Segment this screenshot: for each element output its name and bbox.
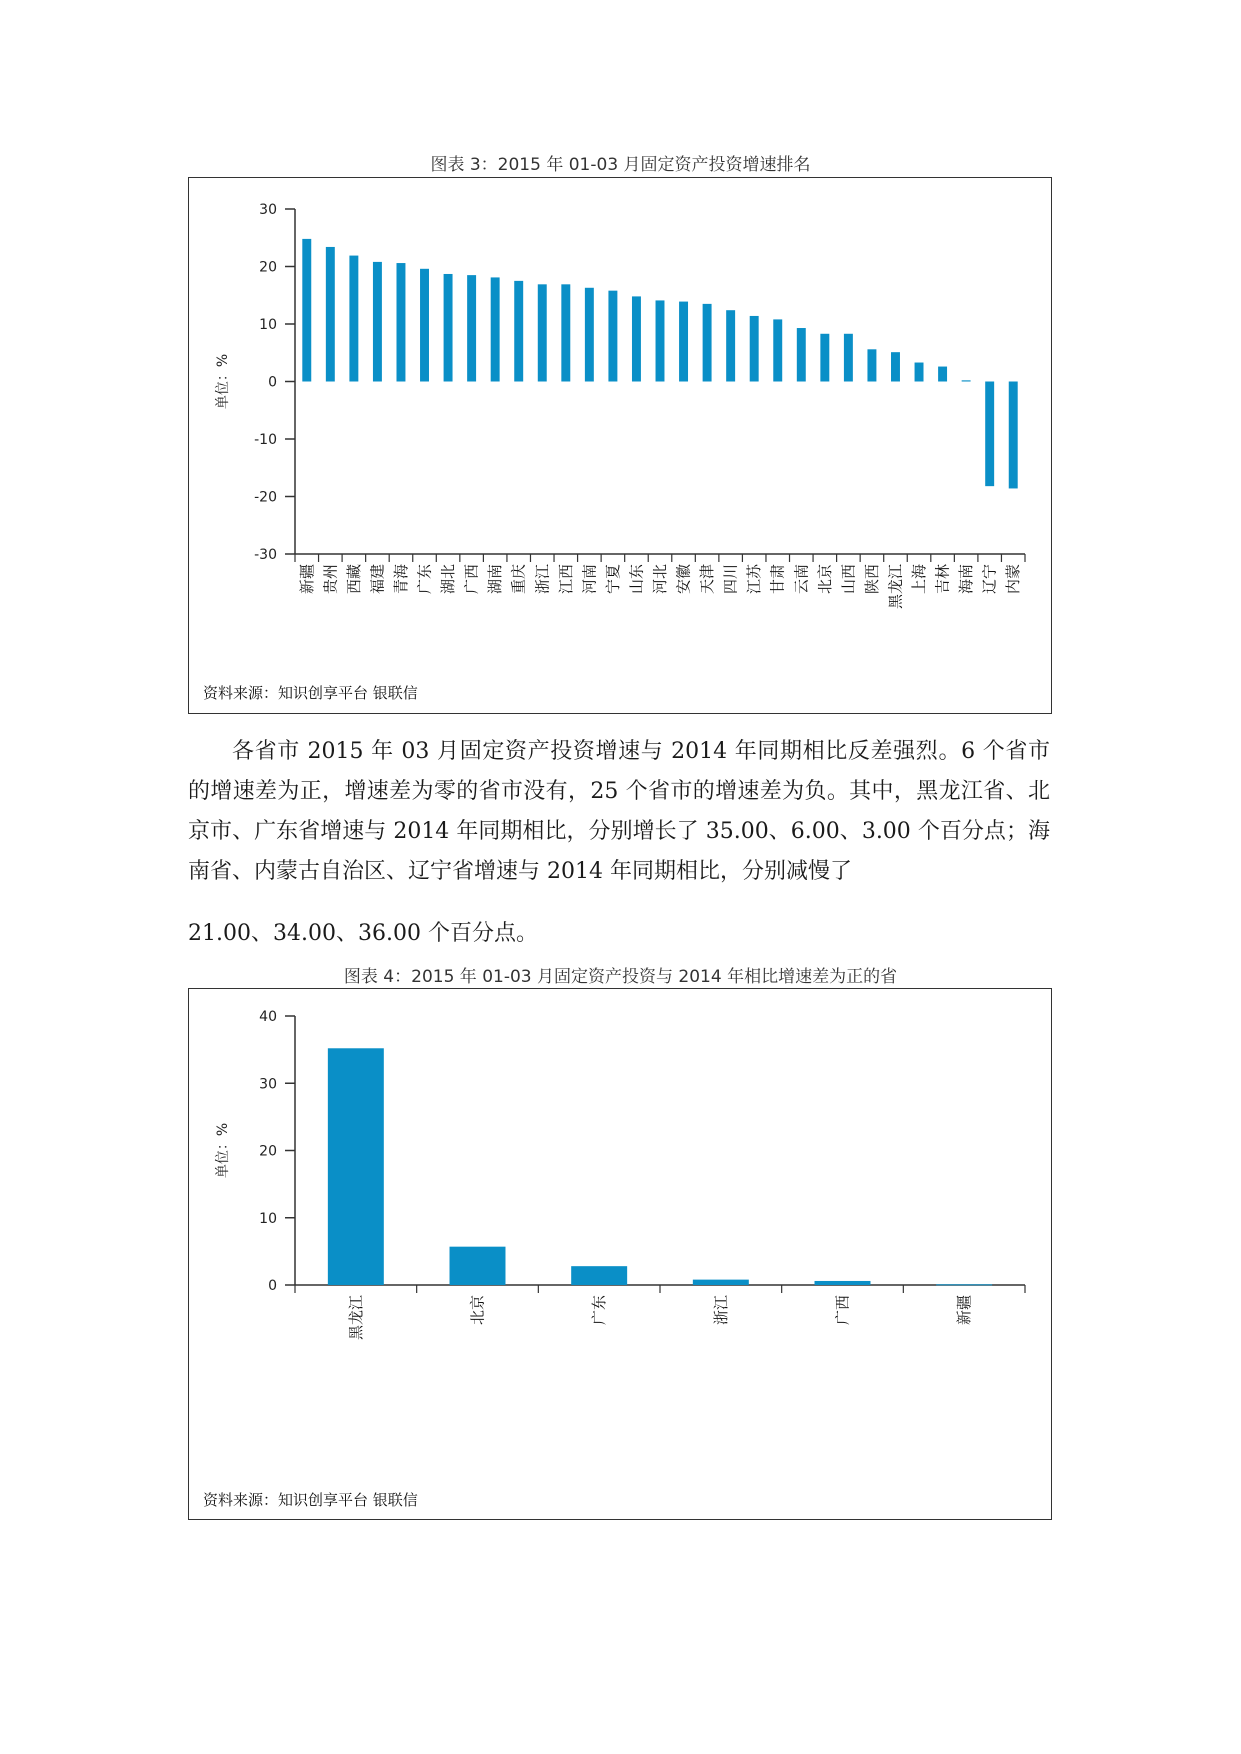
bar	[1009, 382, 1018, 489]
category-label: 安徽	[674, 564, 693, 595]
category-label: 甘肃	[768, 564, 787, 595]
y-tick-label: 10	[259, 1210, 277, 1227]
y-tick-label: 30	[259, 1076, 277, 1093]
category-label: 山东	[627, 564, 646, 595]
chart2-frame	[188, 988, 1052, 1520]
y-tick-label: -30	[254, 547, 277, 563]
category-label: 黑龙江	[346, 1295, 365, 1341]
chart1-frame	[188, 177, 1052, 714]
category-label: 上海	[910, 564, 929, 595]
category-label: 湖南	[486, 564, 505, 595]
bar	[815, 1281, 871, 1285]
chart1-svg	[189, 178, 1051, 713]
bar	[571, 1266, 627, 1285]
y-tick-label: -10	[254, 432, 277, 448]
bar	[679, 302, 688, 382]
bar	[608, 291, 617, 382]
analysis-paragraph	[188, 732, 1050, 892]
chart1-caption: 图表 3：2015 年 01-03 月固定资产投资增速排名	[430, 155, 811, 175]
category-label: 浙江	[711, 1295, 730, 1326]
bar	[962, 380, 971, 381]
bar	[450, 1247, 506, 1285]
y-tick-label: -20	[254, 489, 277, 506]
bar	[328, 1048, 384, 1285]
category-label: 河南	[580, 564, 599, 595]
category-label: 北京	[815, 564, 834, 595]
bar	[844, 334, 853, 382]
y-tick-label: 10	[259, 317, 277, 333]
y-axis-label: 单位：%	[215, 1122, 231, 1179]
bar	[936, 1284, 992, 1285]
category-label: 河北	[651, 564, 669, 595]
bar	[703, 304, 712, 382]
category-label: 广东	[590, 1295, 609, 1326]
bar	[867, 349, 876, 381]
category-label: 海南	[957, 564, 976, 595]
bar	[938, 367, 947, 382]
bar	[726, 310, 735, 381]
bar	[326, 247, 335, 382]
bar	[491, 277, 500, 381]
category-label: 福建	[368, 564, 387, 595]
category-label: 山西	[839, 564, 858, 595]
bar	[693, 1280, 749, 1285]
category-label: 青海	[391, 564, 410, 595]
category-label: 黑龙江	[886, 564, 905, 610]
bar	[891, 352, 900, 381]
y-tick-label: 30	[259, 202, 277, 218]
category-label: 宁夏	[603, 564, 622, 595]
category-label: 天津	[698, 564, 717, 595]
y-tick-label: 0	[268, 374, 277, 391]
bar	[420, 269, 429, 382]
bar	[349, 256, 358, 382]
bar	[656, 300, 665, 381]
bar	[373, 262, 382, 382]
bar	[820, 334, 829, 382]
category-label: 北京	[468, 1295, 487, 1326]
source-note: 资料来源：知识创享平台 银联信	[203, 1491, 418, 1509]
category-label: 浙江	[533, 564, 552, 595]
bar	[797, 328, 806, 381]
bar	[444, 274, 453, 382]
category-label: 贵州	[321, 564, 340, 595]
category-label: 内蒙	[1004, 564, 1023, 595]
category-label: 四川	[721, 564, 740, 595]
category-label: 吉林	[933, 564, 952, 595]
category-label: 江西	[556, 564, 575, 595]
category-label: 重庆	[509, 564, 528, 595]
category-label: 广东	[415, 564, 434, 595]
category-label: 新疆	[297, 564, 316, 595]
bar	[467, 275, 476, 381]
y-tick-label: 20	[259, 259, 277, 276]
bar	[396, 263, 405, 381]
y-tick-label: 20	[259, 1143, 277, 1160]
category-label: 云南	[792, 564, 811, 595]
category-label: 广西	[462, 564, 481, 595]
bar	[632, 296, 641, 381]
bar	[773, 319, 782, 381]
bar	[915, 363, 924, 382]
category-label: 江苏	[745, 564, 764, 595]
bar	[538, 284, 547, 381]
category-label: 新疆	[955, 1295, 974, 1326]
chart2-svg	[189, 989, 1051, 1519]
category-label: 广西	[833, 1295, 852, 1326]
category-label: 陕西	[862, 564, 881, 595]
category-label: 辽宁	[980, 564, 999, 595]
bar	[302, 239, 311, 382]
chart2-caption: 图表 4：2015 年 01-03 月固定资产投资与 2014 年相比增速差为正的省	[343, 967, 898, 987]
source-note: 资料来源：知识创享平台 银联信	[203, 684, 418, 702]
paragraph-text: 各省市 2015 年 03 月固定资产投资增速与 2014 年同期相比反差强烈。6 个省市的增速差为正，增速差为零的省市没有，25 个省市的增速差为负。其中，黑龙江省、北京市、广东省增速与 2014 年同期相比，分别增长了 35.00、6.00、3.00 个百分点；海南省、内蒙古自治区、辽宁省增速与 2014 年同期相比，分别减慢了	[188, 739, 1050, 884]
y-axis-label: 单位：%	[215, 353, 231, 410]
bar	[750, 316, 759, 382]
bar	[561, 284, 570, 381]
bar	[985, 382, 994, 487]
category-label: 西藏	[344, 564, 363, 595]
y-tick-label: 40	[259, 1009, 277, 1025]
bar	[585, 288, 594, 382]
category-label: 湖北	[439, 564, 458, 595]
bar	[514, 281, 523, 382]
y-tick-label: 0	[268, 1278, 277, 1294]
paragraph-tail: 21.00、34.00、36.00 个百分点。	[188, 921, 538, 946]
